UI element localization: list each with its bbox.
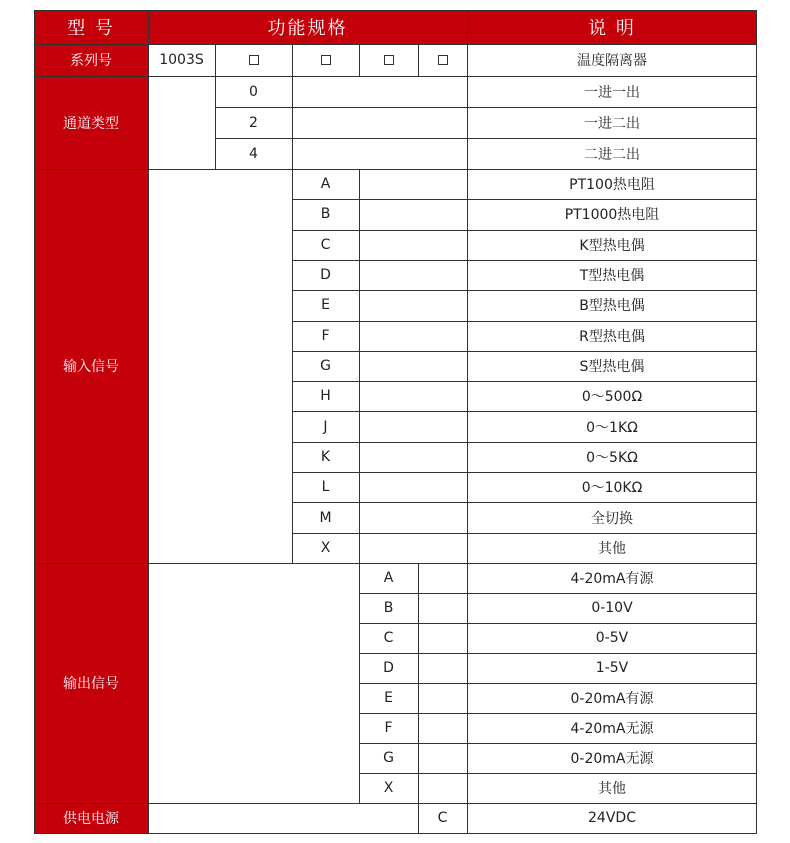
channel-label: 通道类型 bbox=[34, 76, 148, 169]
input-description: 0～5KΩ bbox=[586, 449, 638, 466]
header-model: 型 号 bbox=[34, 10, 148, 44]
channel-code: 0 bbox=[249, 83, 258, 100]
output-code: B bbox=[383, 600, 394, 616]
table-border bbox=[34, 10, 757, 11]
grid-line bbox=[292, 169, 293, 563]
placeholder-box-channel bbox=[215, 44, 292, 76]
output-description: 4-20mA无源 bbox=[570, 721, 654, 737]
grid-line bbox=[292, 533, 757, 534]
placeholder-box-input bbox=[292, 44, 359, 76]
channel-description: 一进一出 bbox=[584, 84, 640, 101]
power-label: 供电电源 bbox=[34, 803, 148, 833]
grid-line bbox=[292, 502, 757, 503]
header-spec: 功能规格 bbox=[148, 10, 467, 44]
grid-line bbox=[215, 107, 757, 108]
input-description: T型热电偶 bbox=[579, 268, 645, 285]
grid-line bbox=[418, 803, 419, 833]
grid-line bbox=[292, 260, 757, 261]
channel-description: 一进二出 bbox=[584, 115, 640, 132]
power-description: 24VDC bbox=[588, 810, 636, 826]
grid-line bbox=[292, 472, 757, 473]
output-code: A bbox=[383, 570, 394, 586]
output-label: 输出信号 bbox=[34, 563, 148, 803]
input-code: A bbox=[320, 176, 331, 193]
input-description: PT1000热电阻 bbox=[564, 207, 660, 224]
input-code: C bbox=[320, 236, 331, 253]
header-desc: 说 明 bbox=[467, 10, 757, 44]
grid-line bbox=[215, 44, 216, 76]
input-code: D bbox=[320, 267, 331, 284]
placeholder-box-power bbox=[418, 44, 467, 76]
input-code: H bbox=[320, 388, 331, 405]
empty-box-icon bbox=[384, 55, 394, 65]
series-code: 1003S bbox=[159, 52, 204, 68]
grid-line bbox=[34, 563, 757, 564]
empty-box-icon bbox=[249, 55, 259, 65]
grid-line bbox=[215, 76, 216, 169]
input-description: R型热电偶 bbox=[579, 328, 645, 345]
grid-line bbox=[292, 411, 757, 412]
table-border bbox=[34, 833, 757, 834]
input-description: B型热电偶 bbox=[579, 298, 645, 315]
grid-line bbox=[292, 44, 293, 76]
grid-line bbox=[148, 10, 149, 833]
input-code: J bbox=[323, 418, 328, 435]
channel-code: 4 bbox=[249, 145, 258, 162]
input-description: K型热电偶 bbox=[579, 237, 645, 254]
output-description: 其他 bbox=[598, 781, 626, 797]
output-code: D bbox=[383, 660, 394, 676]
output-description: 0-5V bbox=[595, 630, 629, 646]
input-code: L bbox=[321, 479, 330, 496]
grid-line bbox=[467, 10, 468, 833]
input-code: X bbox=[320, 539, 331, 556]
grid-line bbox=[292, 381, 757, 382]
grid-line bbox=[292, 290, 757, 291]
grid-line bbox=[418, 563, 419, 803]
input-description: 0～500Ω bbox=[581, 389, 643, 406]
grid-line bbox=[359, 44, 360, 76]
input-code: G bbox=[320, 357, 331, 374]
input-description: S型热电偶 bbox=[579, 358, 645, 375]
output-code: E bbox=[384, 690, 393, 706]
table-border bbox=[756, 10, 757, 833]
empty-box-icon bbox=[321, 55, 331, 65]
grid-line bbox=[292, 199, 757, 200]
power-code: C bbox=[437, 810, 448, 826]
input-code: B bbox=[320, 206, 331, 223]
output-description: 4-20mA有源 bbox=[570, 571, 654, 587]
series-description: 温度隔离器 bbox=[577, 53, 647, 69]
grid-line bbox=[292, 230, 757, 231]
output-code: G bbox=[383, 750, 394, 766]
input-code: F bbox=[321, 327, 330, 344]
empty-box-icon bbox=[438, 55, 448, 65]
output-code: X bbox=[383, 780, 394, 796]
grid-line bbox=[34, 44, 757, 45]
input-description: PT100热电阻 bbox=[569, 177, 655, 194]
grid-line bbox=[34, 169, 757, 170]
grid-line bbox=[292, 76, 293, 169]
placeholder-box-output bbox=[359, 44, 418, 76]
grid-line bbox=[359, 563, 360, 803]
grid-line bbox=[292, 442, 757, 443]
input-description: 0～10KΩ bbox=[581, 480, 643, 497]
channel-code: 2 bbox=[249, 114, 258, 131]
input-code: M bbox=[319, 509, 332, 526]
output-description: 0-10V bbox=[591, 600, 633, 616]
grid-line bbox=[34, 803, 757, 804]
input-code: K bbox=[320, 448, 331, 465]
input-label: 输入信号 bbox=[34, 169, 148, 563]
input-description: 0～1KΩ bbox=[586, 419, 638, 436]
output-code: C bbox=[383, 630, 394, 646]
grid-line bbox=[418, 44, 419, 76]
grid-line bbox=[215, 138, 757, 139]
input-code: E bbox=[321, 297, 330, 314]
output-description: 0-20mA无源 bbox=[570, 751, 654, 767]
channel-description: 二进二出 bbox=[584, 146, 640, 163]
table-border bbox=[34, 10, 35, 833]
input-description: 其他 bbox=[598, 540, 626, 557]
input-description: 全切换 bbox=[591, 510, 633, 527]
series-label: 系列号 bbox=[34, 44, 148, 76]
grid-line bbox=[34, 76, 757, 77]
output-description: 1-5V bbox=[595, 660, 629, 676]
output-code: F bbox=[384, 720, 393, 736]
grid-line bbox=[292, 321, 757, 322]
grid-line bbox=[292, 351, 757, 352]
output-description: 0-20mA有源 bbox=[570, 691, 654, 707]
grid-line bbox=[359, 169, 360, 563]
